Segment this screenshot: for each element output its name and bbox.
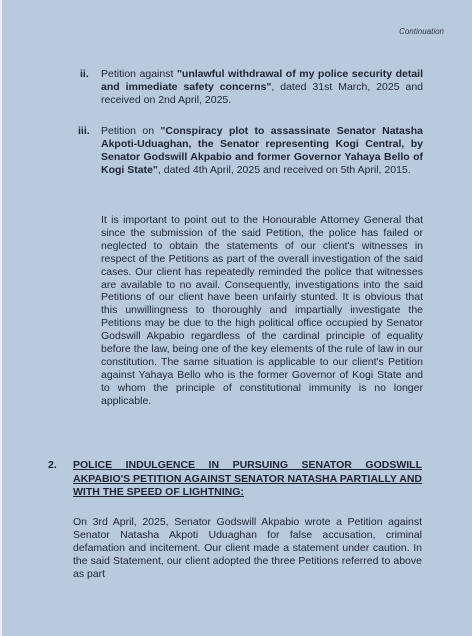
section-heading: POLICE INDULGENCE IN PURSUING SENATOR GODSWILL AKPABIO'S PETITION AGAINST SENATOR NATASHA PARTIALLY AND WITH THE SPEED OF LIGHTNING: [73,459,423,498]
item-text-before: Petition on [101,125,161,137]
petition-item-iii [101,125,423,177]
item-numeral: iii. [78,125,90,137]
final-paragraph: On 3rd April, 2025, Senator Godswill Akpabio wrote a Petition against Senator Natasha Akpoti Uduaghan for false accusation, criminal defamation and incitement. Our client made a statement under caution. In the said Statement, our client adopted the three Petitions referred to above as part [73,516,422,580]
item-title: "Conspiracy plot to assassinate Senator Natasha Akpoti-Uduaghan, the Senator representing Kogi Central, by Senator Godswill Akpabio and former Governor Yahaya Bello of Kogi State" [101,125,423,176]
item-title: "unlawful withdrawal of my police security detail and immediate safety concerns" [101,68,424,93]
continuation-note: Continuation [399,27,444,36]
item-text-after: , dated 31st March, 2025 and received on 2nd April, 2025. [101,80,424,106]
petition-item-ii [101,68,423,107]
section-number: 2. [48,459,57,471]
item-numeral: ii. [80,68,89,80]
item-text-before: Petition against [101,68,177,80]
item-text-after: , dated 4th April, 2025 and received on 5th April, 2015. [157,163,411,176]
body-paragraph: It is important to point out to the Honourable Attorney General that since the submission of the said Petition, the police has failed or neglected to obtain the statements of our client's witnesses in respect of the Petitions as part of the overall investigation of the said cases. Our client has repeatedly reminded the police that witnesses are available to no avail. Consequently, investigations into the said Petitions of our client have been unfairly stunted. It is obvious that this unwillingness to thoroughly and impartially investigate the Petitions may be due to the high political office occupied by Senator Godswill Akpabio regardless of the cardinal principle of equality before the law, being one of the key elements of the rule of law in our constitution. The same situation is applicable to our client's Petition against Yahaya Bello who is the former Governor of Kogi State and to whom the principle of constitutional immunity is no longer applicable. [101,214,423,407]
